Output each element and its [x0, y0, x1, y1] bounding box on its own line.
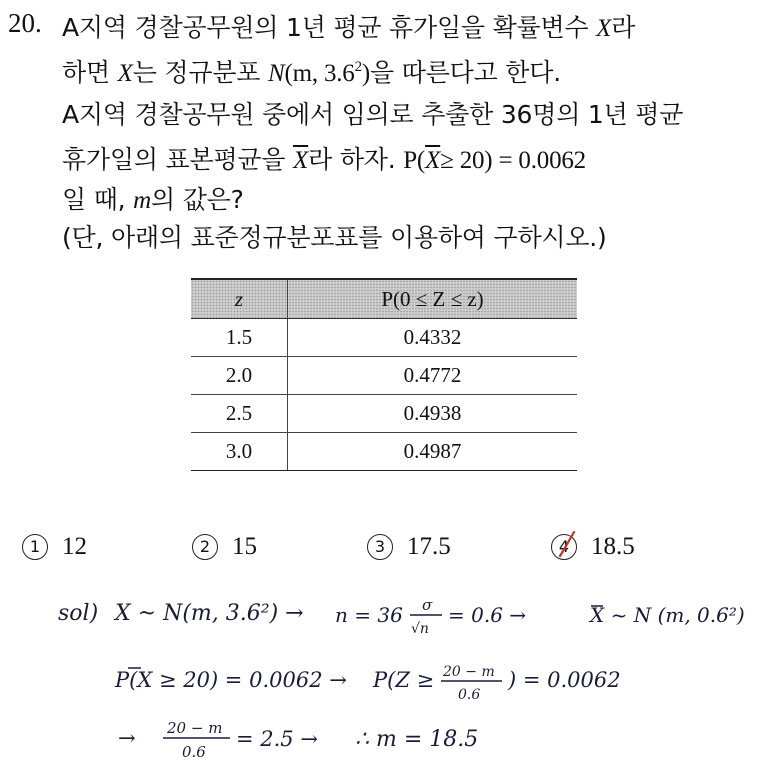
text: A지역 경찰공무원의 1년 평균 휴가일을 확률변수 — [62, 13, 597, 42]
sol-line3-frac-num: 20 − m — [167, 719, 223, 737]
check-mark-icon — [560, 532, 574, 556]
text: 을 따른다고 한다. — [370, 58, 561, 87]
exponent: 2 — [354, 59, 362, 75]
var-Xbar: $\overline{X}$ — [425, 147, 441, 174]
table-cell-z: 3.0 — [191, 433, 288, 471]
dist-N: N — [267, 60, 285, 87]
table-cell-prob: 0.4938 — [288, 395, 578, 433]
table-cell-z: 2.5 — [191, 395, 288, 433]
sol-label: sol) — [58, 601, 99, 626]
table-header-z: z — [191, 279, 288, 319]
sol-line1-dist: X ~ N(m, 3.6²) → — [115, 601, 304, 626]
sol-line3-frac-den: 0.6 — [182, 743, 206, 761]
sol-line2-z: P(Z ≥ — [373, 668, 435, 692]
choice-mark: 3 — [367, 534, 393, 560]
choice-mark: 2 — [192, 534, 218, 560]
table-cell-prob: 0.4987 — [288, 433, 578, 471]
question-line-3: A지역 경찰공무원 중에서 임의로 추출한 36명의 1년 평균 — [62, 100, 684, 129]
var-Xbar: $\overline{X}$ — [293, 147, 309, 174]
text: 휴가일의 표본평균을 — [62, 145, 294, 174]
sol-line2-prob: P(X ≥ 20) = 0.0062 → — [115, 668, 347, 692]
dist-params: (m, 3.6 — [284, 60, 355, 87]
table-cell-prob: 0.4332 — [288, 319, 578, 357]
sol-line2-frac-num: 20 − m — [443, 664, 495, 680]
var-X: X — [596, 15, 612, 42]
sol-line1-eq: = 0.6 → — [448, 603, 527, 627]
choice-value: 17.5 — [407, 533, 451, 560]
sol-line3-answer: ∴ m = 18.5 — [355, 727, 479, 752]
sol-line1-frac-den: √n — [411, 621, 429, 637]
sol-line3-eq: = 2.5 → — [236, 727, 318, 751]
text: 는 정규분포 — [132, 58, 268, 87]
sol-line1-frac-num: σ — [422, 596, 433, 614]
prob-open: P( — [403, 147, 426, 174]
sol-line2-frac-den: 0.6 — [458, 687, 481, 703]
table-cell-prob: 0.4772 — [288, 357, 578, 395]
text: 라 — [611, 13, 636, 42]
sol-line3-arrow: → — [118, 726, 136, 750]
text: 하면 — [62, 58, 118, 87]
table-cell-z: 2.0 — [191, 357, 288, 395]
question-number: 20. — [8, 8, 42, 38]
choice-value: 18.5 — [591, 533, 635, 560]
var-X: X — [117, 60, 133, 87]
sol-line1-sample: X ~ N (m, 0.6²) — [590, 603, 745, 627]
choice-value: 12 — [62, 533, 87, 560]
table-header-prob: P(0 ≤ Z ≤ z) — [288, 279, 578, 319]
choice-mark: 4 — [551, 534, 577, 560]
prob-rest: ≥ 20) = 0.0062 — [440, 147, 586, 174]
text: 라 하자. — [308, 145, 404, 174]
text: 의 값은? — [151, 185, 244, 214]
choice-value: 15 — [232, 533, 257, 560]
sol-line1-n: n = 36 — [335, 603, 403, 627]
var-m: m — [133, 187, 151, 214]
table-cell-z: 1.5 — [191, 319, 288, 357]
question-line-6: (단, 아래의 표준정규분포표를 이용하여 구하시오.) — [62, 223, 607, 252]
text: 일 때, — [62, 185, 134, 214]
choice-mark: 1 — [22, 534, 48, 560]
paren: ) — [361, 60, 371, 87]
sol-line2-result: ) = 0.0062 — [508, 668, 621, 692]
